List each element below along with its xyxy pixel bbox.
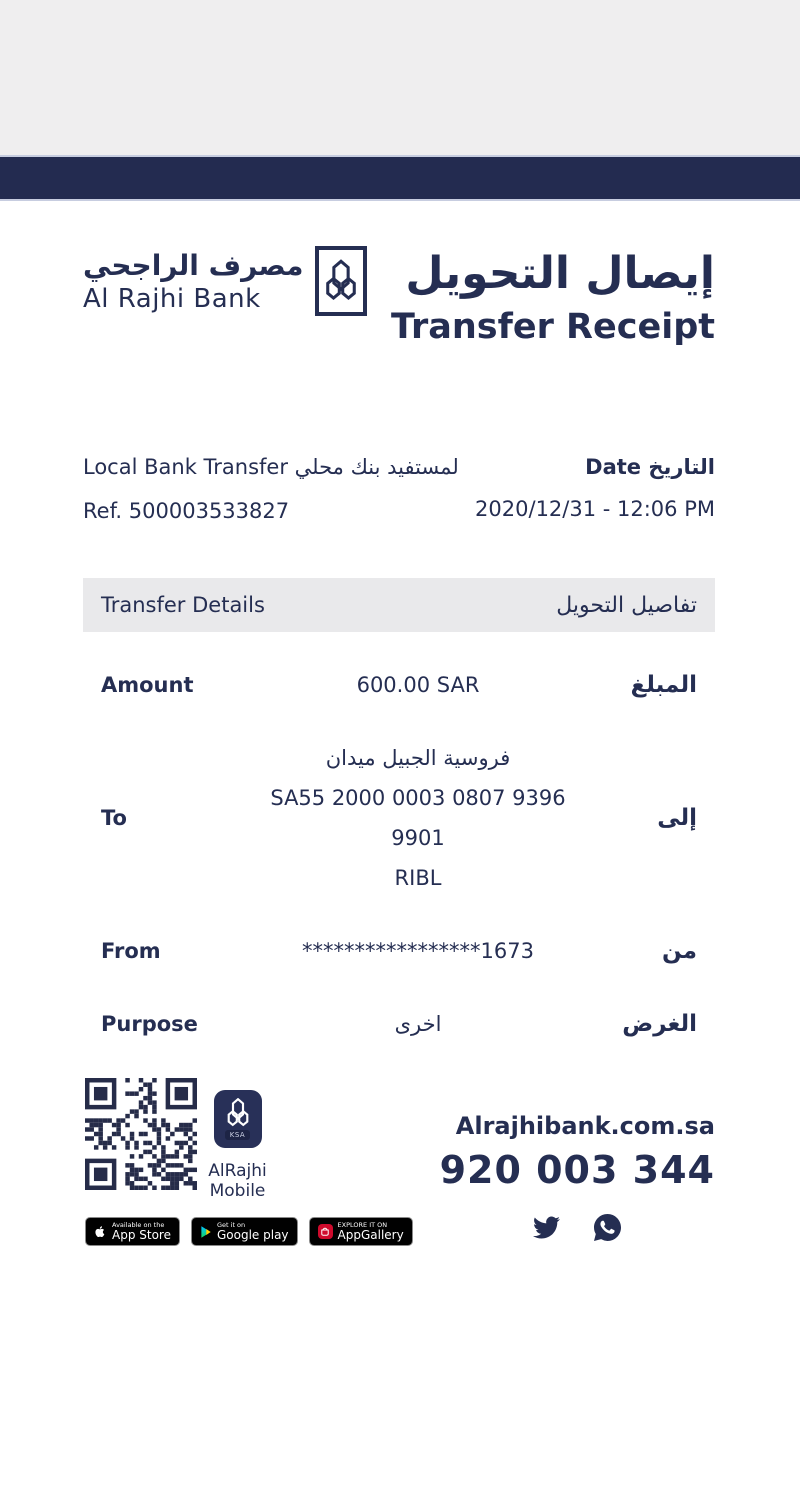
amount-label-en: Amount: [101, 673, 194, 697]
contact-block: [440, 1112, 715, 1241]
alrajhi-mobile-app-icon: [214, 1090, 262, 1148]
transfer-info-section: [83, 455, 715, 523]
google-play-icon: [200, 1225, 212, 1239]
reference-number: Ref. 500003533827: [83, 499, 290, 523]
amount-row: [83, 665, 715, 705]
to-label-ar: إلى: [657, 805, 697, 831]
details-header-english: Transfer Details: [101, 593, 265, 617]
beneficiary-bank-code: RIBL: [394, 866, 442, 890]
transfer-details-section: [83, 578, 715, 1077]
transfer-type: Local Bank Transfer لمستفيد بنك محلي: [83, 455, 459, 479]
from-row: [83, 931, 715, 971]
navy-divider-bar: [0, 155, 800, 201]
beneficiary-name: فروسية الجبيل ميدان: [325, 746, 511, 770]
bank-name-english: Al Rajhi Bank: [83, 284, 261, 315]
top-gray-area: [0, 0, 800, 155]
appgallery-icon: [318, 1224, 333, 1239]
bank-phone-number[interactable]: 920 003 344: [439, 1148, 715, 1192]
app-store-badge[interactable]: Available on the App Store: [85, 1217, 180, 1246]
store-badges: [85, 1217, 413, 1246]
receipt-header: [83, 246, 715, 347]
purpose-label-ar: الغرض: [622, 1011, 697, 1037]
app-name-caption: AlRajhi Mobile: [208, 1161, 267, 1201]
receipt-title: [391, 246, 715, 347]
bank-website[interactable]: Alrajhibank.com.sa: [455, 1112, 715, 1140]
from-label-ar: من: [662, 938, 697, 964]
purpose-value: اخرى: [394, 1012, 442, 1036]
from-account-masked: *****************1673: [302, 939, 534, 963]
from-label-en: From: [101, 939, 161, 963]
apple-icon: [94, 1224, 107, 1239]
appgallery-badge[interactable]: EXPLORE IT ON AppGallery: [309, 1217, 413, 1246]
ksa-badge: KSA: [225, 1130, 250, 1140]
amount-label-ar: المبلغ: [630, 672, 697, 698]
transfer-details-header: [83, 578, 715, 632]
date-label: التاريخ Date: [585, 455, 715, 479]
whatsapp-icon[interactable]: [594, 1214, 621, 1241]
to-row: [83, 738, 715, 898]
amount-value: 600.00 SAR: [356, 673, 480, 697]
alrajhi-mobile-app: [180, 1090, 295, 1201]
twitter-icon[interactable]: [533, 1214, 560, 1241]
receipt-title-english: Transfer Receipt: [390, 307, 715, 347]
date-value: 2020/12/31 - 12:06 PM: [475, 497, 715, 521]
beneficiary-iban: SA55 2000 0003 0807 9396 9901: [270, 786, 566, 850]
google-play-badge[interactable]: Get it on Google play: [191, 1217, 298, 1246]
bank-name-arabic: مصرف الراجحي: [83, 248, 304, 282]
alrajhi-palm-emblem-icon: [315, 246, 367, 316]
details-header-arabic: تفاصيل التحويل: [556, 592, 697, 618]
to-label-en: To: [101, 806, 127, 830]
purpose-label-en: Purpose: [101, 1012, 198, 1036]
purpose-row: [83, 1004, 715, 1044]
bank-logo: [83, 246, 367, 316]
receipt-title-arabic: إيصال التحويل: [405, 248, 715, 299]
